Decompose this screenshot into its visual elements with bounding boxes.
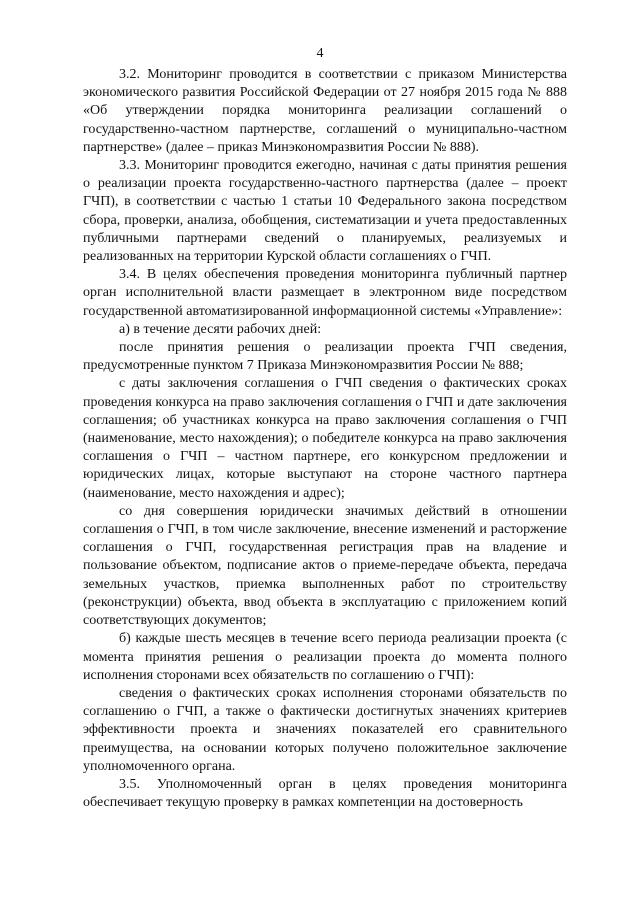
- paragraph-from-conclusion-date: с даты заключения соглашения о ГЧП сведения о фактических сроках проведения конкурса на право заключения соглашения о ГЧП и дате заключения соглашения; об участниках конкурса на право заключения соглашения о ГЧП (наименование, место нахождения); о победителе конкурса на право заключения соглашения о ГЧП – частном партнере, его конкурсном предложении и юридических лицах, которые выступают на стороне частного партнера (наименование, место нахождения и адрес);: [83, 376, 567, 501]
- page-number: 4: [316, 46, 324, 61]
- paragraph-item-a: а) в течение десяти рабочих дней:: [119, 321, 322, 337]
- paragraph-3-3: 3.3. Мониторинг проводится ежегодно, начиная с даты принятия решения о реализации проекта государственно-частного партнерства (далее – проект ГЧП), в соответствии с частью 1 статьи 10 Федерального закона посредством сбора, проверки, анализа, обобщения, систематизации и учета предоставленных публичными партнерами сведений о планируемых, реализуемых и реализованных на территории Курской области соглашениях о ГЧП.: [83, 158, 567, 265]
- paragraph-after-decision: после принятия решения о реализации проекта ГЧП сведения, предусмотренные пунктом 7 Приказа Минэкономразвития России № 888;: [83, 340, 567, 374]
- paragraph-actual-terms: сведения о фактических сроках исполнения сторонами обязательств по соглашению о ГЧП, а также о фактически достигнутых значениях критериев эффективности проекта и значениях показателей его сравнительного преимущества, на основании которых получено положительное заключение уполномоченного органа.: [83, 685, 567, 774]
- paragraph-3-5: 3.5. Уполномоченный орган в целях проведения мониторинга обеспечивает текущую проверку в рамках компетенции на достоверность: [83, 776, 567, 811]
- paragraph-from-legal-actions: со дня совершения юридически значимых действий в отношении соглашения о ГЧП, в том числе заключение, внесение изменений и расторжение соглашения о ГЧП, государственная регистрация прав на владение и пользование объектом, подписание актов о приеме-передаче объекта, передача земельных участков, приемка выполненных работ по строительству (реконструкции) объекта, ввод объекта в эксплуатацию с приложением копий соответствующих документов;: [83, 503, 567, 629]
- document-body: [83, 66, 567, 812]
- paragraph-item-b: б) каждые шесть месяцев в течение всего периода реализации проекта (с момента принятия решения о реализации проекта до момента полного исполнения сторонами всех обязательств по соглашению о ГЧП):: [83, 631, 567, 683]
- paragraph-3-2: 3.2. Мониторинг проводится в соответствии с приказом Министерства экономического развития Российской Федерации от 27 ноября 2015 года № 888 «Об утверждении порядка мониторинга реализации соглашений о государственно-частном партнерстве, соглашений о муниципально-частном партнерстве» (далее – приказ Минэкономразвития России № 888).: [83, 67, 567, 155]
- paragraph-3-4: 3.4. В целях обеспечения проведения мониторинга публичный партнер орган исполнительной власти размещает в электронном виде посредством государственной автоматизированной информационной системы «Управление»:: [83, 267, 567, 319]
